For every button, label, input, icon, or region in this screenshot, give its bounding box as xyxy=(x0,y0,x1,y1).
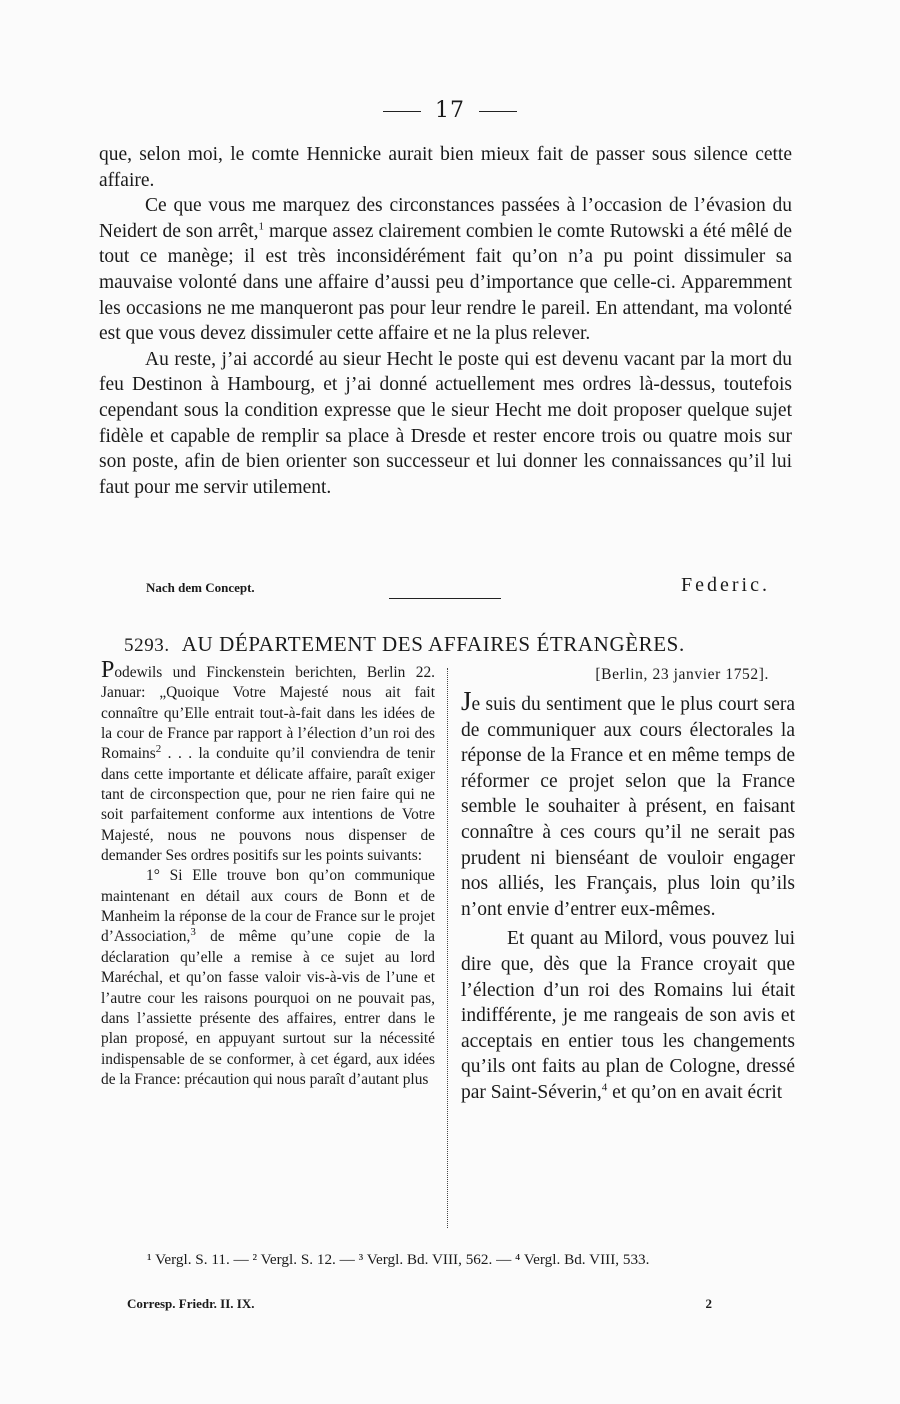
source-note: Nach dem Concept. xyxy=(146,580,255,595)
document-number: 5293. xyxy=(124,635,170,656)
footnote-ref-1: 1 xyxy=(258,220,264,233)
left-paragraph-1-text-b: . . . la conduite qu’il conviendra de tenir dans cette importante et délicate affaire, paraît exiger tant de circonspection que, pour ne rien faire qui ne soit parfaitement conforme aux intentions de Votre Majesté, nous ne pouvons nous dispenser de demander Ses ordres positifs sur les points suivants: xyxy=(101,745,435,865)
left-column-report xyxy=(101,657,435,1090)
running-head xyxy=(0,98,900,123)
paragraph-2-text-b: marque assez clairement combien le comte Rutowski a été mêlé de tout ce manège; il est très inconsidérément fait qu’on n’a pu point dissimuler sa mauvaise volonté dans une affaire d’aussi peu d’importance que celle-ci. Apparemment les occasions ne me manqueront pas pour leur rendre le pareil. En attendant, ma volonté est que vous devez dissimuler cette affaire et ne la plus relever. xyxy=(99,220,792,345)
left-paragraph-2 xyxy=(101,866,435,1090)
right-paragraph-2-text-b: et qu’on en avait écrit xyxy=(607,1081,783,1103)
closing-row xyxy=(99,574,792,600)
signature: Federic. xyxy=(681,574,770,596)
paragraph-2-text-a: Ce que vous me marquez des circonstances passées à l’occasion de l’évasion du Neidert de son arrêt, xyxy=(99,195,792,242)
right-paragraph-1 xyxy=(461,686,795,922)
footnotes xyxy=(101,1250,794,1270)
column-divider xyxy=(447,668,448,1228)
head-dash-right xyxy=(479,111,517,112)
footnote-ref-2: 2 xyxy=(155,743,162,756)
page-number: 17 xyxy=(435,98,465,123)
page-footer xyxy=(127,1296,712,1316)
footnote-ref-4: 4 xyxy=(601,1081,608,1094)
footnote-line: ¹ Vergl. S. 11. — ² Vergl. S. 12. — ³ Vergl. Bd. VIII, 562. — ⁴ Vergl. Bd. VIII, 533. xyxy=(147,1251,650,1268)
dateline: [Berlin, 23 janvier 1752]. xyxy=(595,666,769,683)
left-paragraph-1 xyxy=(101,657,435,866)
document-heading xyxy=(124,632,784,657)
head-dash-left xyxy=(383,111,421,112)
left-paragraph-2-text-a: 1° Si Elle trouve bon qu’on communique maintenant en détail aux cours de Bonn et de Manheim la réponse de la cour de France sur le projet d’Association, xyxy=(101,867,435,946)
footnote-ref-3: 3 xyxy=(190,926,196,939)
left-paragraph-1-text-a: odewils und Finckenstein berichten, Berlin 22. Januar: „Quoique Votre Majesté nous ait fait connaître qu’Elle entrait tout-à-fait dans les idées de la cour de France par rapport à l’élection d’un roi des Romains xyxy=(101,664,435,763)
footer-signature-mark: Corresp. Friedr. II. IX. xyxy=(127,1296,255,1311)
paragraph-3: Au reste, j’ai accordé au sieur Hecht le poste qui est devenu vacant par la mort du feu Destinon à Hambourg, et j’ai donné actuellement mes ordres là-dessus, toutefois cependant sous la condition expresse que le sieur Hecht me doit proposer quelque sujet fidèle et capable de remplir sa place à Dresde et rester encore trois ou quatre mois sur son poste, afin de bien orienter son successeur et lui donner les connaissances qu’il lui faut pour me servir utilement. xyxy=(99,348,792,498)
document-title: AU DÉPARTEMENT DES AFFAIRES ÉTRANGÈRES. xyxy=(181,632,685,656)
letter-body xyxy=(99,142,792,500)
separator-rule xyxy=(389,598,501,599)
dropcap-j: J xyxy=(461,686,472,716)
right-paragraph-2-text-a: Et quant au Milord, vous pouvez lui dire que, dès que la France croyait que l’élection d’un roi des Romains lui était indifférente, je me rangeais de son avis et acceptais en entier tous les changements qu’ils ont faits au plan de Cologne, dressé par Saint-Séverin, xyxy=(461,928,795,1103)
right-paragraph-1-text: e suis du sentiment que le plus court sera de communiquer aux cours électorales la réponse de la France et en même temps de réformer ce projet selon que la France semble le souhaiter à présent, en faisant connaître à ces cours qu’il ne serait pas prudent ni bienséant de vouloir engager nos alliés, les Français, plus loin qu’ils n’ont envie d’entrer eux-mêmes. xyxy=(461,694,795,920)
left-paragraph-2-text-b: de même qu’une copie de la déclaration qu’elle a remise à ce sujet au lord Maréchal, et qu’on fasse valoir vis-à-vis de l’une et l’autre cour les raisons pourquoi on ne pouvait pas, dans l’assiette présente des affaires, entrer dans le plan proposé, en appuyant surtout sur la nécessité indispensable de se conformer, à cet égard, aux idées de la France: précaution qui nous paraît d’autant plus xyxy=(101,928,435,1088)
dropcap-p: P xyxy=(101,657,115,683)
paragraph-1: que, selon moi, le comte Hennicke aurait bien mieux fait de passer sous silence cette affaire. xyxy=(99,144,792,191)
footer-gathering-number: 2 xyxy=(705,1296,712,1311)
paragraph-2 xyxy=(99,193,792,347)
right-paragraph-2 xyxy=(461,926,795,1105)
right-column-reply xyxy=(461,664,795,1106)
